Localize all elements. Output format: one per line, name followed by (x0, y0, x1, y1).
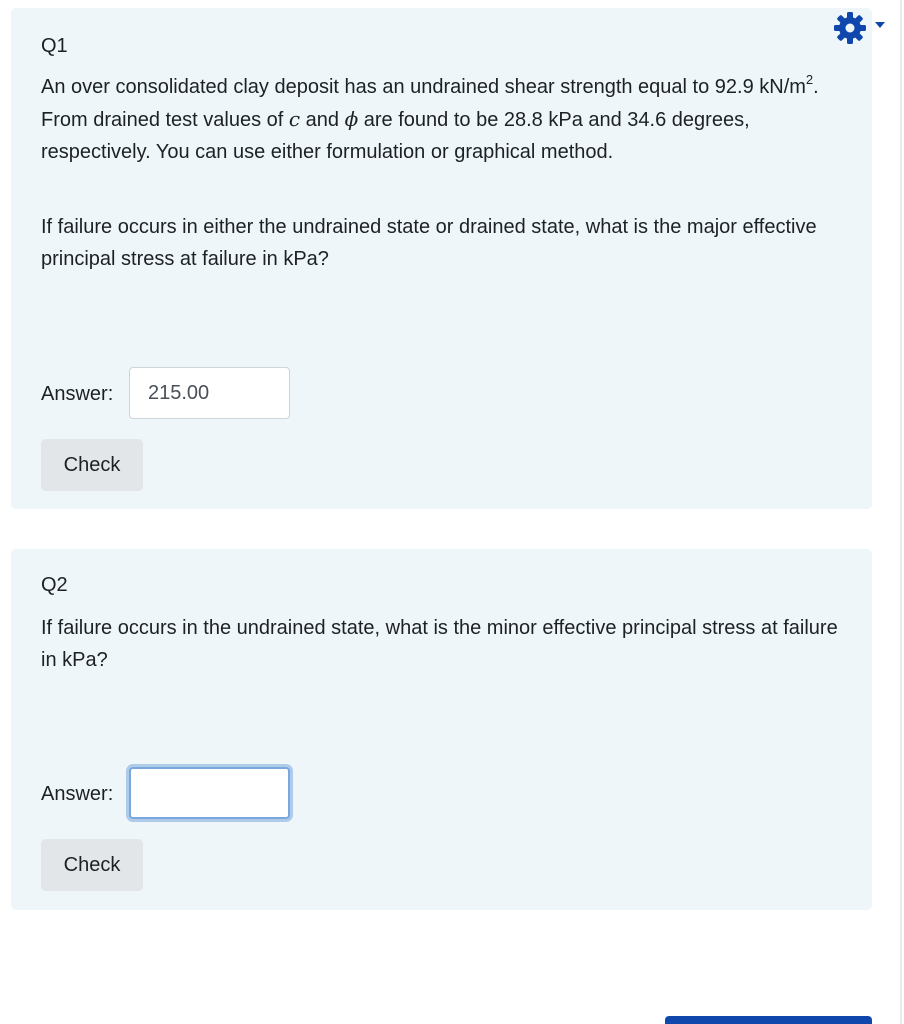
answer-input[interactable] (129, 767, 290, 819)
caret-down-icon[interactable] (874, 21, 886, 29)
answer-input[interactable] (129, 367, 290, 419)
question-text (41, 71, 846, 168)
superscript-exponent: 2 (805, 72, 814, 87)
question-prompt: If failure occurs in the undrained state, what is the minor effective principal stress at failure in kPa? (41, 617, 838, 671)
check-button[interactable]: Check (41, 839, 143, 891)
friction-angle-symbol: ϕ (344, 107, 359, 131)
question-number: Q1 (41, 35, 68, 57)
question-card-q2 (11, 549, 872, 910)
question-number: Q2 (41, 574, 68, 596)
cohesion-symbol: c (288, 107, 301, 131)
check-button[interactable]: Check (41, 439, 143, 491)
question-prompt: If failure occurs in either the undrained state or drained state, what is the major effective principal stress at failure in kPa? (41, 216, 817, 270)
answer-label: Answer: (41, 383, 114, 405)
page-edge-divider (900, 0, 902, 1024)
question-text-part: An over consolidated clay deposit has an undrained shear strength equal to 92.9 kN/m (41, 76, 806, 98)
answer-label: Answer: (41, 783, 114, 805)
question-text-part: and (300, 109, 345, 131)
finish-attempt-button[interactable] (665, 1016, 872, 1024)
question-text-part: are found to be 28.8 kPa and 34.6 degrees, respectively. You can use either formulation or graphical method. (41, 109, 750, 163)
question-card-q1 (11, 8, 872, 509)
gear-icon[interactable] (833, 11, 867, 45)
question-text-part: . From drained test values of (41, 76, 819, 131)
